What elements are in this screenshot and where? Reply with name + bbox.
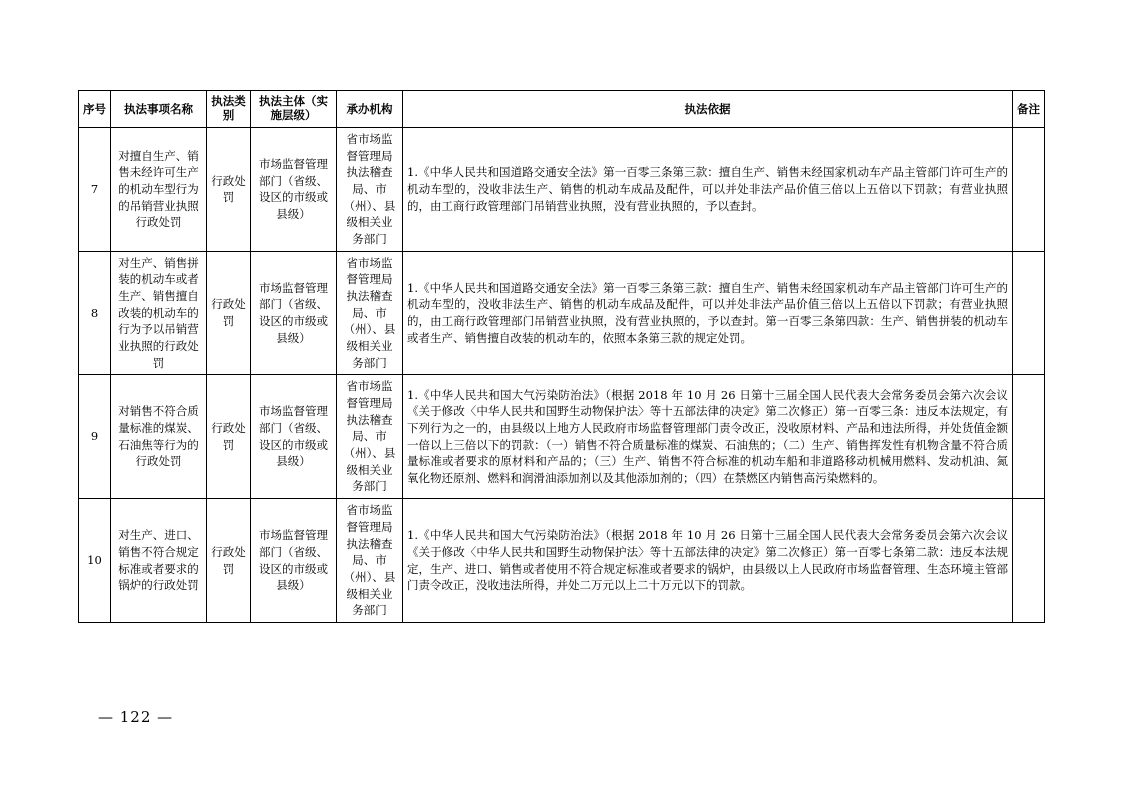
column-header-basis-label: 执法依据 [684,101,731,116]
cell-name: 对生产、进口、销售不符合规定标准或者要求的锅炉的行政处罚 [111,499,207,623]
column-header-name [111,91,207,128]
column-header-type [207,91,251,128]
table-row [79,375,1045,499]
cell-organ: 省市场监督管理局执法稽查局、市（州）、县级相关业务部门 [337,128,403,252]
cell-seq: 10 [79,499,111,623]
column-header-name-label: 执法事项名称 [124,101,193,116]
column-header-seq [79,91,111,128]
cell-remark [1013,499,1045,623]
cell-type: 行政处罚 [207,251,251,375]
table-row [79,128,1045,252]
column-header-subject [251,91,337,128]
column-header-organ-label: 承办机构 [346,101,393,116]
cell-organ: 省市场监督管理局执法稽查局、市（州）、县级相关业务部门 [337,251,403,375]
cell-seq: 9 [79,375,111,499]
cell-remark [1013,375,1045,499]
cell-type: 行政处罚 [207,375,251,499]
cell-name: 对擅自生产、销售未经许可生产的机动车型行为的吊销营业执照行政处罚 [111,128,207,252]
cell-type: 行政处罚 [207,499,251,623]
cell-basis: 1.《中华人民共和国道路交通安全法》第一百零三条第三款：擅自生产、销售未经国家机动车产品主管部门许可生产的机动车型的，没收非法生产、销售的机动车成品及配件，可以并处非法产品价值三倍以上五倍以下罚款；有营业执照的，由工商行政管理部门吊销营业执照，没有营业执照的，予以查封。 [403,128,1013,252]
page-number: — 122 — [98,708,174,726]
cell-seq: 8 [79,251,111,375]
column-header-basis [403,91,1013,128]
cell-subject: 市场监督管理部门（省级、设区的市级或县级） [251,128,337,252]
table-body [79,128,1045,623]
cell-type: 行政处罚 [207,128,251,252]
cell-name: 对销售不符合质量标准的煤炭、石油焦等行为的行政处罚 [111,375,207,499]
column-header-organ [337,91,403,128]
cell-basis: 1.《中华人民共和国大气污染防治法》（根据 2018 年 10 月 26 日第十三届全国人民代表大会常务委员会第六次会议《关于修改〈中华人民共和国野生动物保护法〉等十五部法律的决定》第二次修正）第一百零三条：违反本法规定，有下列行为之一的，由县级以上地方人民政府市场监督管理部门责令改正，没收原材料、产品和违法所得，并处货值金额一倍以上三倍以下的罚款：（一）销售不符合质量标准的煤炭、石油焦的；（二）生产、销售挥发性有机物含量不符合质量标准或者要求的原材料和产品的；（三）生产、销售不符合标准的机动车船和非道路移动机械用燃料、发动机油、氮氧化物还原剂、燃料和润滑油添加剂以及其他添加剂的；（四）在禁燃区内销售高污染燃料的。 [403,375,1013,499]
cell-organ: 省市场监督管理局执法稽查局、市（州）、县级相关业务部门 [337,375,403,499]
column-header-type-label: 执法类别 [211,94,246,123]
cell-organ: 省市场监督管理局执法稽查局、市（州）、县级相关业务部门 [337,499,403,623]
cell-basis: 1.《中华人民共和国道路交通安全法》第一百零三条第三款：擅自生产、销售未经国家机动车产品主管部门许可生产的机动车型的，没收非法生产、销售的机动车成品及配件，可以并处非法产品价值三倍以上五倍以下罚款；有营业执照的，由工商行政管理部门吊销营业执照，没有营业执照的，予以查封。第一百零三条第四款：生产、销售拼装的机动车或者生产、销售擅自改装的机动车的，依照本条第三款的规定处罚。 [403,251,1013,375]
table-header-row [79,91,1045,128]
cell-basis: 1.《中华人民共和国大气污染防治法》（根据 2018 年 10 月 26 日第十三届全国人民代表大会常务委员会第六次会议《关于修改〈中华人民共和国野生动物保护法〉等十五部法律的决定》第二次修正）第一百零七条第二款：违反本法规定，生产、进口、销售或者使用不符合规定标准或者要求的锅炉，由县级以上人民政府市场监督管理、生态环境主管部门责令改正，没收违法所得，并处二万元以上二十万元以下的罚款。 [403,499,1013,623]
table-row [79,251,1045,375]
column-header-subject-label: 执法主体（实施层级） [259,94,328,123]
cell-seq: 7 [79,128,111,252]
cell-remark [1013,251,1045,375]
table-row [79,499,1045,623]
cell-subject: 市场监督管理部门（省级、设区的市级或县级） [251,251,337,375]
table-header [79,91,1045,128]
cell-remark [1013,128,1045,252]
cell-subject: 市场监督管理部门（省级、设区的市级或县级） [251,375,337,499]
column-header-remark [1013,91,1045,128]
cell-name: 对生产、销售拼装的机动车或者生产、销售擅自改装的机动车的行为予以吊销营业执照的行政处罚 [111,251,207,375]
column-header-remark-label: 备注 [1017,101,1040,116]
enforcement-items-table [78,90,1045,623]
cell-subject: 市场监督管理部门（省级、设区的市级或县级） [251,499,337,623]
column-header-seq-label: 序号 [83,101,106,116]
